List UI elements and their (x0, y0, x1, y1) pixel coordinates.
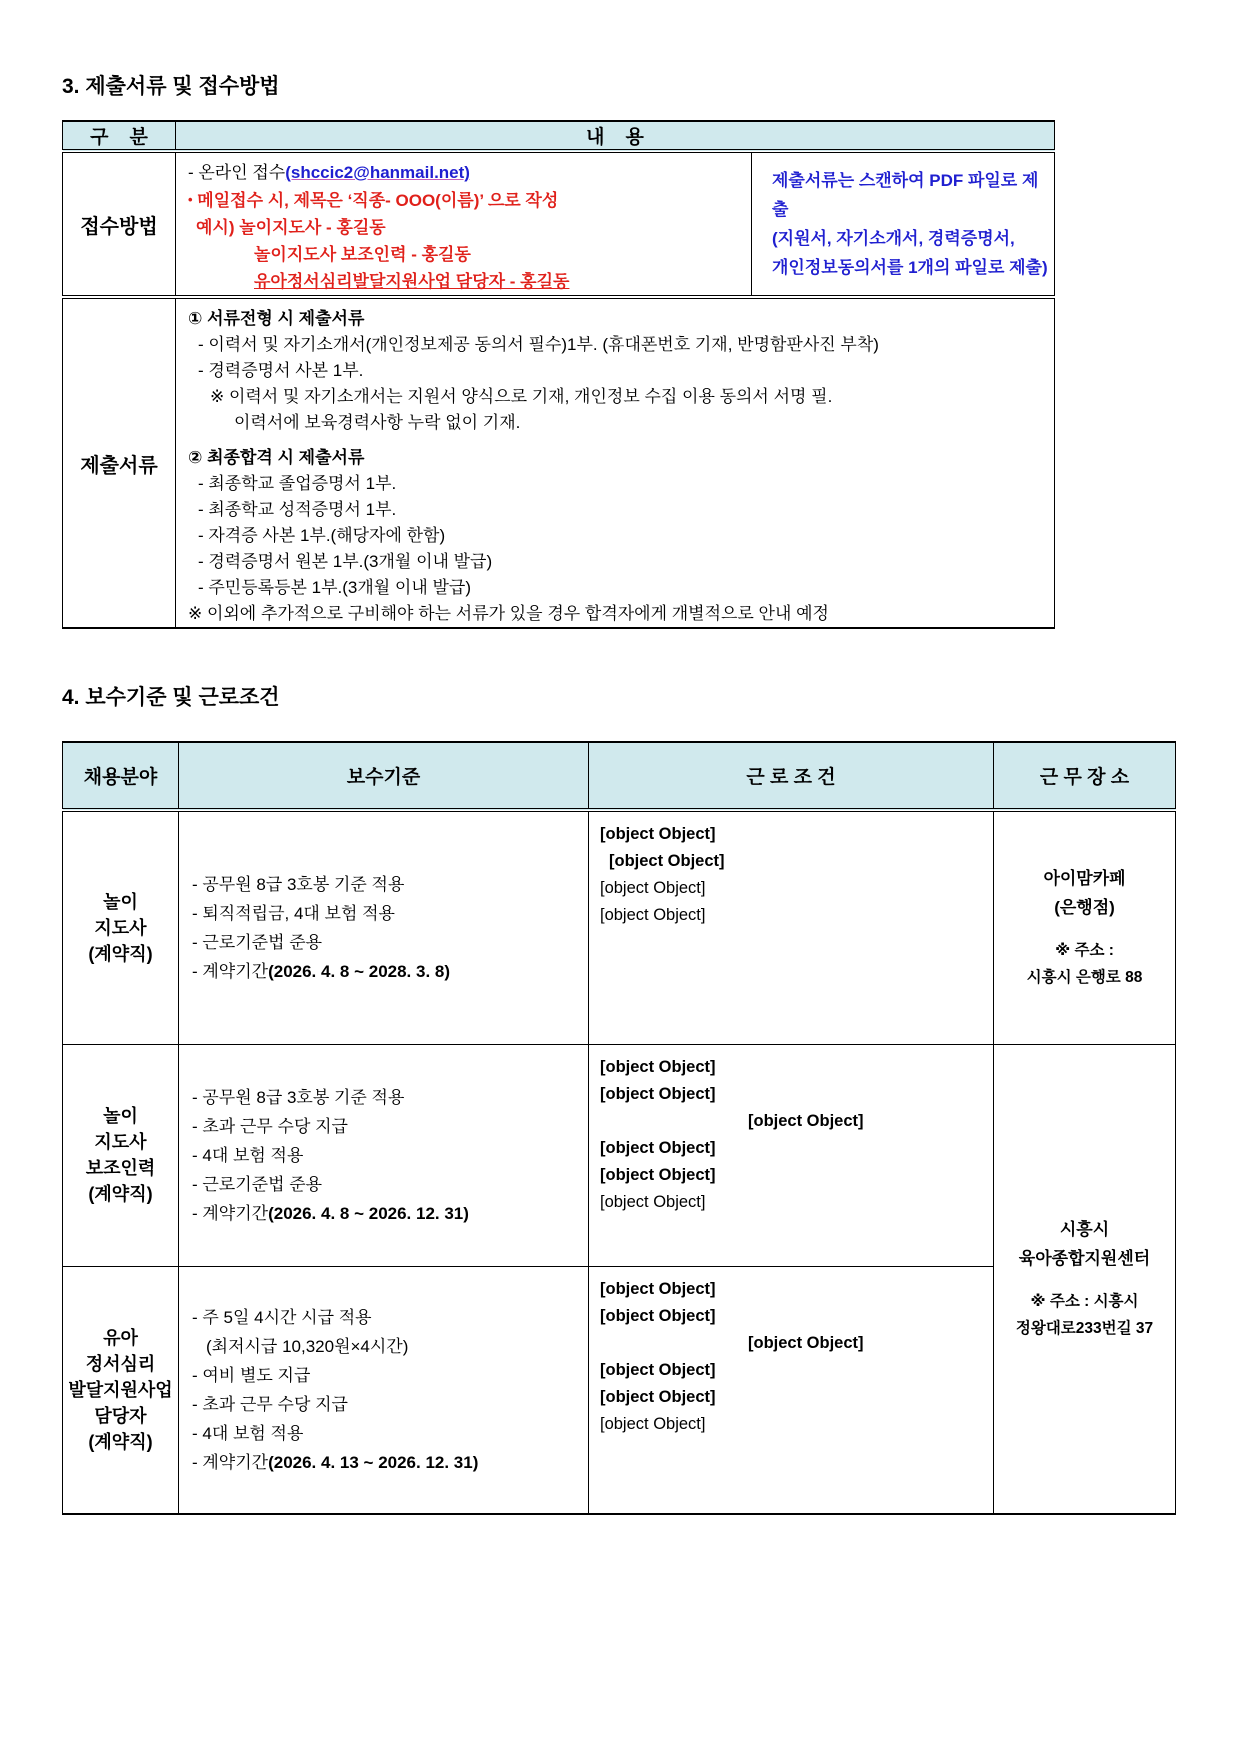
condition-item: [object Object] (600, 1165, 716, 1184)
condition-item: [object Object] (600, 1360, 716, 1379)
field-line: 발달지원사업 (68, 1379, 173, 1400)
conditions-cell (589, 810, 994, 1044)
t2-header-conditions: 근 로 조 건 (589, 742, 994, 810)
t1-header-row (63, 121, 1055, 151)
pay-item: (최저시급 10,320원×4시간) (206, 1336, 409, 1356)
condition-item: [object Object] (600, 1084, 716, 1103)
field-cell (63, 1266, 179, 1514)
condition-item: [object Object] (600, 825, 716, 843)
pay-item: - 계약기간(2026. 4. 8 ~ 2028. 3. 8) (192, 961, 451, 981)
pay-item: - 4대 보험 적용 (192, 1423, 304, 1443)
condition-item: [object Object] (600, 1279, 716, 1298)
condition-item: [object Object] (600, 1057, 716, 1076)
t2-header-row (63, 742, 1176, 810)
field-line: 정서심리 (85, 1353, 156, 1374)
pay-item: - 초과 근무 수당 지급 (192, 1394, 348, 1414)
pay-item: - 퇴직적립금, 4대 보험 적용 (192, 903, 395, 923)
condition-item: [object Object] (600, 1192, 706, 1211)
online-apply-line (188, 159, 751, 186)
pay-cell (179, 1044, 589, 1266)
doc-note: 이력서에 보육경력사항 누락 없이 기재. (234, 413, 521, 432)
condition-item: [object Object] (600, 1414, 706, 1433)
pay-item: - 근로기준법 준용 (192, 1174, 323, 1194)
pay-item: - 공무원 8급 3호봉 기준 적용 (192, 874, 405, 894)
workplace-address: ※ 주소 : 시흥시 은행로 88 (1026, 942, 1143, 987)
pay-cell (179, 810, 589, 1044)
doc-item: - 최종학교 졸업증명서 1부. (198, 474, 397, 493)
conditions-cell (589, 1266, 994, 1514)
field-line: (계약직) (88, 1184, 153, 1204)
conditions-cell (589, 1044, 994, 1266)
conditions-table (62, 741, 1176, 1515)
doc-item: - 주민등록등본 1부.(3개월 이내 발급) (198, 578, 471, 597)
pay-item: - 계약기간(2026. 4. 8 ~ 2026. 12. 31) (192, 1203, 469, 1223)
pay-item: - 여비 별도 지급 (192, 1365, 311, 1385)
mail-rule-line (188, 186, 751, 214)
doc-item: - 자격증 사본 1부.(해당자에 한함) (198, 526, 446, 545)
pdf-note-line: (지원서, 자기소개서, 경력증명서, (772, 229, 1015, 248)
doc-note: ※ 이력서 및 자기소개서는 지원서 양식으로 기재, 개인정보 수집 이용 동의서 서명 필. (210, 387, 833, 406)
workplace-cell-merged (994, 1044, 1176, 1514)
field-line: 지도사 (94, 1132, 147, 1152)
workplace-cell (994, 810, 1176, 1044)
field-line: 놀이 (103, 891, 138, 912)
email-link[interactable]: (shccic2@hanmail.net) (285, 163, 470, 182)
pdf-note-line: 개인정보동의서를 1개의 파일로 제출) (772, 258, 1048, 277)
pay-item: - 4대 보험 적용 (192, 1145, 304, 1165)
field-line: (계약직) (88, 943, 153, 964)
condition-item: [object Object] (609, 852, 725, 870)
documents-label: 제출서류 (63, 297, 176, 628)
online-apply-text: - 온라인 접수 (188, 163, 286, 182)
screening-docs-title: ① 서류전형 시 제출서류 (188, 309, 365, 328)
bullet-icon: • (188, 192, 193, 207)
t2-header-workplace: 근 무 장 소 (994, 742, 1176, 810)
apply-method-columns (176, 153, 1054, 295)
example-line: 예시) 놀이지도사 - 홍길동 (196, 218, 386, 237)
field-cell (63, 810, 179, 1044)
field-line: 담당자 (94, 1405, 147, 1426)
workplace-name: 시흥시 육아종합지원센터 (1018, 1220, 1151, 1269)
apply-method-details (176, 153, 752, 295)
t1-header-category: 구 분 (63, 121, 176, 151)
pdf-submission-note (752, 153, 1054, 295)
field-line: 놀이 (103, 1106, 138, 1126)
documents-content (176, 297, 1055, 628)
section4-title: 4. 보수기준 및 근로조건 (62, 686, 280, 709)
t1-header-content: 내 용 (176, 121, 1055, 151)
mail-rule-text: 메일접수 시, 제목은 ‘직종- OOO(이름)’ 으로 작성 (197, 191, 559, 210)
apply-method-content (176, 151, 1055, 297)
condition-item: [object Object] (600, 1306, 716, 1325)
field-line: (계약직) (88, 1431, 153, 1452)
pay-item: - 계약기간(2026. 4. 13 ~ 2026. 12. 31) (192, 1452, 479, 1472)
field-line: 지도사 (94, 917, 147, 938)
t2-header-field: 채용분야 (63, 742, 179, 810)
field-line: 보조인력 (85, 1158, 156, 1178)
doc-item: - 이력서 및 자기소개서(개인정보제공 동의서 필수)1부. (휴대폰번호 기재, 반명함판사진 부착) (198, 335, 879, 354)
docs-footnote: ※ 이외에 추가적으로 구비해야 하는 서류가 있을 경우 합격자에게 개별적으로 안내 예정 (188, 604, 829, 623)
apply-method-row (63, 151, 1055, 297)
condition-item: [object Object] (600, 1387, 716, 1406)
field-line: 유아 (103, 1327, 138, 1348)
doc-item: - 최종학교 성적증명서 1부. (198, 500, 397, 519)
job-row-play-assistant (63, 1044, 1176, 1266)
doc-item: - 경력증명서 사본 1부. (198, 361, 364, 380)
pay-item: - 주 5일 4시간 시급 적용 (192, 1307, 372, 1327)
condition-item: [object Object] (748, 1111, 864, 1130)
pdf-note-line: 제출서류는 스캔하여 PDF 파일로 제출 (772, 171, 1039, 219)
final-docs-title: ② 최종합격 시 제출서류 (188, 448, 365, 467)
condition-item: [object Object] (600, 879, 706, 897)
section3-title: 3. 제출서류 및 접수방법 (62, 75, 280, 98)
example-line: 놀이지도사 보조인력 - 홍길동 (254, 245, 471, 264)
pay-item: - 근로기준법 준용 (192, 932, 323, 952)
example-line: 유아정서심리발달지원사업 담당자 - 홍길동 (254, 272, 570, 291)
t2-header-pay: 보수기준 (179, 742, 589, 810)
doc-item: - 경력증명서 원본 1부.(3개월 이내 발급) (198, 552, 493, 571)
condition-item: [object Object] (600, 1138, 716, 1157)
apply-method-label: 접수방법 (63, 151, 176, 297)
workplace-address: ※ 주소 : 시흥시 정왕대로233번길 37 (1015, 1293, 1154, 1338)
pay-cell (179, 1266, 589, 1514)
pay-item: - 공무원 8급 3호봉 기준 적용 (192, 1087, 405, 1107)
workplace-name: 아이맘카페 (은행점) (1043, 869, 1126, 918)
pay-item: - 초과 근무 수당 지급 (192, 1116, 348, 1136)
submission-table (62, 120, 1055, 629)
field-cell (63, 1044, 179, 1266)
documents-row (63, 297, 1055, 628)
job-row-play-instructor (63, 810, 1176, 1044)
condition-item: [object Object] (600, 906, 706, 924)
condition-item: [object Object] (748, 1333, 864, 1352)
